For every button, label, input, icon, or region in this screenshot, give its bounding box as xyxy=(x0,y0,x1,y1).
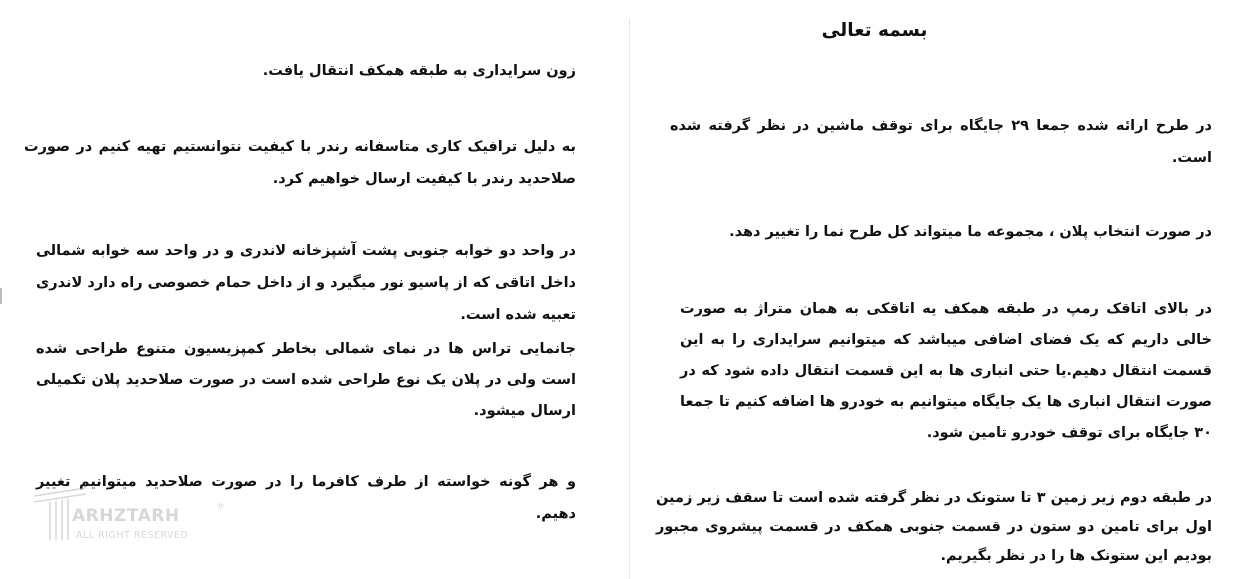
right-paragraph-3: در بالای اتاقک رمپ در طبقه همکف یه اتاقکی به همان متراژ به صورت خالی داریم که یک فضای اضافی میباشد که میتوانیم سرایداری را به این قسمت انتقال دهیم.یا حتی انباری ها به این قسمت انتقال داده شود که در صورت انتقال انباری ها یک جایگاه میتوانیم به خودرو ها اضافه کنیم تا جمعا ۳۰ جایگاه برای توقف خودرو تامین شود. xyxy=(680,301,1212,441)
page-title: بسمه تعالی xyxy=(821,20,928,41)
right-page xyxy=(630,0,1239,579)
left-paragraph-5: و هر گونه خواسته از طرف کافرما را در صورت صلاحدید میتوانیم تغییر دهیم. xyxy=(36,474,576,522)
watermark-brand: ARHZTARH xyxy=(72,506,180,526)
page-edge-mark xyxy=(0,288,2,304)
left-paragraph-2: به دلیل ترافیک کاری متاسفانه رندر با کیفیت نتوانستیم تهیه کنیم در صورت صلاحدید رندر با کیفیت ارسال خواهیم کرد. xyxy=(24,139,576,187)
right-paragraph-4: در طبقه دوم زیر زمین ۳ تا ستونک در نظر گرفته شده است تا سقف زیر زمین اول برای تامین دو ستون در قسمت جنوبی همکف در قسمت پیشروی مجبور بودیم این ستونک ها را در نظر بگیریم. xyxy=(656,490,1212,564)
left-paragraph-4: جانمایی تراس ها در نمای شمالی بخاطر کمپزیسیون متنوع طراحی شده است ولی در پلان یک نوع طراحی شده است در صورت صلاحدید پلان تکمیلی ارسال میشود. xyxy=(36,341,576,419)
watermark-subtitle: ALL RIGHT RESERVED xyxy=(76,530,189,541)
watermark-registered-mark: ® xyxy=(216,502,225,512)
right-paragraph-2: در صورت انتخاب پلان ، مجموعه ما میتواند کل طرح نما را تغییر دهد. xyxy=(729,224,1212,240)
left-paragraph-1: زون سرایداری به طبقه همکف انتقال یافت. xyxy=(262,63,576,79)
left-paragraph-3: در واحد دو خوابه جنوبی پشت آشپزخانه لاندری و در واحد سه خوابه شمالی داخل اتاقی که از پاسیو نور میگیرد و از داخل حمام خصوصی راه دارد لاندری تعبیه شده است. xyxy=(36,243,576,323)
right-paragraph-1: در طرح ارائه شده جمعا ۲۹ جایگاه برای توقف ماشین در نظر گرفته شده است. xyxy=(670,118,1212,166)
